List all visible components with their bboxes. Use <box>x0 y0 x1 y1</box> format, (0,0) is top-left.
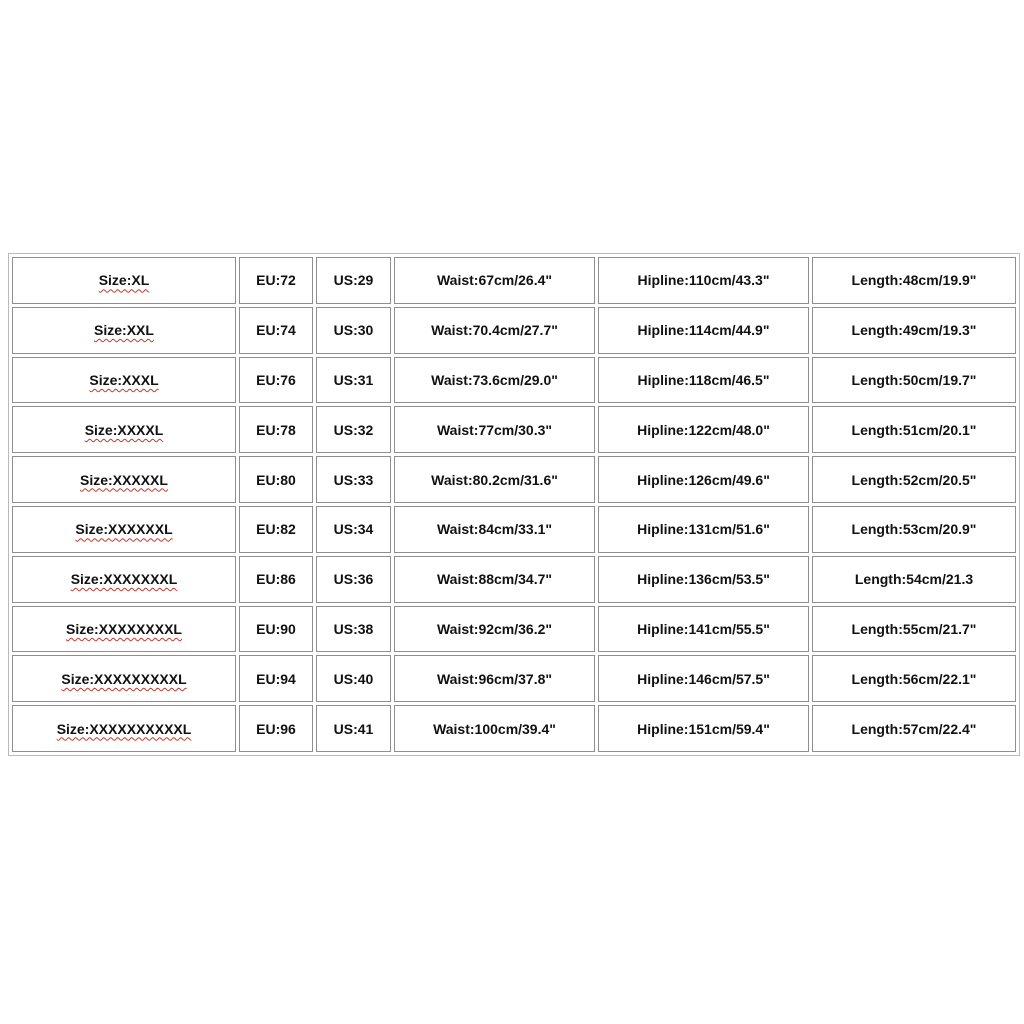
size-cell-text: Size:XL <box>98 272 150 289</box>
hipline-cell <box>598 606 809 653</box>
length-cell-text: Length:53cm/20.9" <box>851 521 977 538</box>
length-cell <box>812 655 1016 702</box>
waist-cell-text: Waist:92cm/36.2" <box>436 620 553 637</box>
waist-cell <box>394 357 595 404</box>
hipline-cell <box>598 556 809 603</box>
size-cell-text: Size:XXL <box>94 322 154 339</box>
length-cell <box>812 556 1016 603</box>
eu-size-cell <box>239 257 313 304</box>
hipline-cell-text: Hipline:131cm/51.6" <box>637 521 770 538</box>
eu-size-cell <box>239 406 313 453</box>
waist-cell <box>394 606 595 653</box>
table-row <box>12 307 1016 354</box>
size-cell <box>12 257 236 304</box>
length-cell <box>812 506 1016 553</box>
size-cell-text: Size:XXXXXL <box>80 471 168 488</box>
hipline-cell <box>598 307 809 354</box>
us-size-cell <box>316 655 391 702</box>
hipline-cell-text: Hipline:136cm/53.5" <box>637 571 770 588</box>
hipline-cell-text: Hipline:126cm/49.6" <box>637 471 770 488</box>
size-cell <box>12 307 236 354</box>
size-cell-text: Size:XXXXXXL <box>75 521 173 538</box>
length-cell-text: Length:51cm/20.1" <box>851 421 977 438</box>
eu-size-cell-text: EU:86 <box>256 571 296 588</box>
eu-size-cell-text: EU:90 <box>256 620 296 637</box>
size-cell <box>12 506 236 553</box>
hipline-cell-text: Hipline:141cm/55.5" <box>637 620 770 637</box>
waist-cell <box>394 307 595 354</box>
waist-cell <box>394 705 595 752</box>
size-cell <box>12 406 236 453</box>
length-cell <box>812 406 1016 453</box>
waist-cell-text: Waist:100cm/39.4" <box>433 720 556 737</box>
waist-cell-text: Waist:88cm/34.7" <box>436 571 553 588</box>
length-cell <box>812 606 1016 653</box>
waist-cell <box>394 556 595 603</box>
size-chart-body <box>12 257 1016 752</box>
us-size-cell <box>316 307 391 354</box>
hipline-cell <box>598 257 809 304</box>
waist-cell <box>394 406 595 453</box>
waist-cell-text: Waist:96cm/37.8" <box>436 670 553 687</box>
eu-size-cell-text: EU:96 <box>256 720 296 737</box>
us-size-cell <box>316 456 391 503</box>
hipline-cell-text: Hipline:146cm/57.5" <box>637 670 770 687</box>
us-size-cell <box>316 257 391 304</box>
waist-cell <box>394 655 595 702</box>
eu-size-cell-text: EU:82 <box>256 521 296 538</box>
us-size-cell-text: US:30 <box>333 322 374 339</box>
table-row <box>12 655 1016 702</box>
size-chart-table <box>8 253 1020 756</box>
waist-cell-text: Waist:73.6cm/29.0" <box>431 371 558 388</box>
waist-cell <box>394 506 595 553</box>
us-size-cell-text: US:36 <box>333 571 374 588</box>
length-cell <box>812 307 1016 354</box>
eu-size-cell <box>239 506 313 553</box>
us-size-cell-text: US:32 <box>333 421 374 438</box>
waist-cell-text: Waist:84cm/33.1" <box>436 521 553 538</box>
waist-cell-text: Waist:67cm/26.4" <box>436 272 553 289</box>
us-size-cell-text: US:31 <box>333 371 374 388</box>
size-cell <box>12 655 236 702</box>
size-cell <box>12 606 236 653</box>
hipline-cell-text: Hipline:118cm/46.5" <box>637 371 770 388</box>
size-cell <box>12 556 236 603</box>
waist-cell <box>394 456 595 503</box>
hipline-cell <box>598 406 809 453</box>
eu-size-cell-text: EU:94 <box>256 670 296 687</box>
eu-size-cell <box>239 556 313 603</box>
hipline-cell <box>598 456 809 503</box>
eu-size-cell-text: EU:74 <box>256 322 296 339</box>
length-cell-text: Length:50cm/19.7" <box>851 371 977 388</box>
length-cell-text: Length:48cm/19.9" <box>851 272 977 289</box>
length-cell <box>812 456 1016 503</box>
length-cell <box>812 705 1016 752</box>
us-size-cell-text: US:40 <box>333 670 374 687</box>
size-cell-text: Size:XXXXL <box>84 421 164 438</box>
table-row <box>12 506 1016 553</box>
size-cell <box>12 456 236 503</box>
waist-cell-text: Waist:70.4cm/27.7" <box>431 322 558 339</box>
table-row <box>12 705 1016 752</box>
us-size-cell <box>316 506 391 553</box>
eu-size-cell-text: EU:76 <box>256 371 296 388</box>
us-size-cell <box>316 357 391 404</box>
eu-size-cell <box>239 307 313 354</box>
us-size-cell <box>316 406 391 453</box>
hipline-cell-text: Hipline:110cm/43.3" <box>637 272 770 289</box>
table-row <box>12 257 1016 304</box>
length-cell-text: Length:49cm/19.3" <box>851 322 977 339</box>
hipline-cell <box>598 357 809 404</box>
waist-cell-text: Waist:77cm/30.3" <box>436 421 553 438</box>
eu-size-cell-text: EU:80 <box>256 471 296 488</box>
eu-size-cell <box>239 705 313 752</box>
length-cell-text: Length:56cm/22.1" <box>851 670 977 687</box>
size-cell-text: Size:XXXXXXXXL <box>66 620 182 637</box>
hipline-cell <box>598 705 809 752</box>
size-cell-text: Size:XXXXXXXXXL <box>61 670 187 687</box>
eu-size-cell <box>239 655 313 702</box>
table-row <box>12 406 1016 453</box>
length-cell-text: Length:54cm/21.3 <box>854 571 974 588</box>
us-size-cell-text: US:34 <box>333 521 374 538</box>
us-size-cell-text: US:38 <box>333 620 374 637</box>
us-size-cell-text: US:29 <box>333 272 374 289</box>
size-cell <box>12 705 236 752</box>
eu-size-cell-text: EU:72 <box>256 272 296 289</box>
size-cell-text: Size:XXXL <box>89 371 159 388</box>
table-row <box>12 556 1016 603</box>
us-size-cell-text: US:33 <box>333 471 374 488</box>
length-cell <box>812 257 1016 304</box>
length-cell-text: Length:52cm/20.5" <box>851 471 977 488</box>
eu-size-cell <box>239 357 313 404</box>
us-size-cell <box>316 705 391 752</box>
waist-cell <box>394 257 595 304</box>
us-size-cell-text: US:41 <box>333 720 374 737</box>
length-cell <box>812 357 1016 404</box>
size-cell-text: Size:XXXXXXXXXXL <box>56 720 192 737</box>
hipline-cell-text: Hipline:151cm/59.4" <box>637 720 770 737</box>
length-cell-text: Length:55cm/21.7" <box>851 620 977 637</box>
size-cell-text: Size:XXXXXXXL <box>70 571 178 588</box>
waist-cell-text: Waist:80.2cm/31.6" <box>431 471 558 488</box>
hipline-cell <box>598 506 809 553</box>
eu-size-cell <box>239 606 313 653</box>
hipline-cell-text: Hipline:122cm/48.0" <box>637 421 770 438</box>
hipline-cell <box>598 655 809 702</box>
us-size-cell <box>316 606 391 653</box>
table-row <box>12 606 1016 653</box>
eu-size-cell <box>239 456 313 503</box>
table-row <box>12 456 1016 503</box>
eu-size-cell-text: EU:78 <box>256 421 296 438</box>
length-cell-text: Length:57cm/22.4" <box>851 720 977 737</box>
size-cell <box>12 357 236 404</box>
hipline-cell-text: Hipline:114cm/44.9" <box>637 322 770 339</box>
us-size-cell <box>316 556 391 603</box>
table-row <box>12 357 1016 404</box>
